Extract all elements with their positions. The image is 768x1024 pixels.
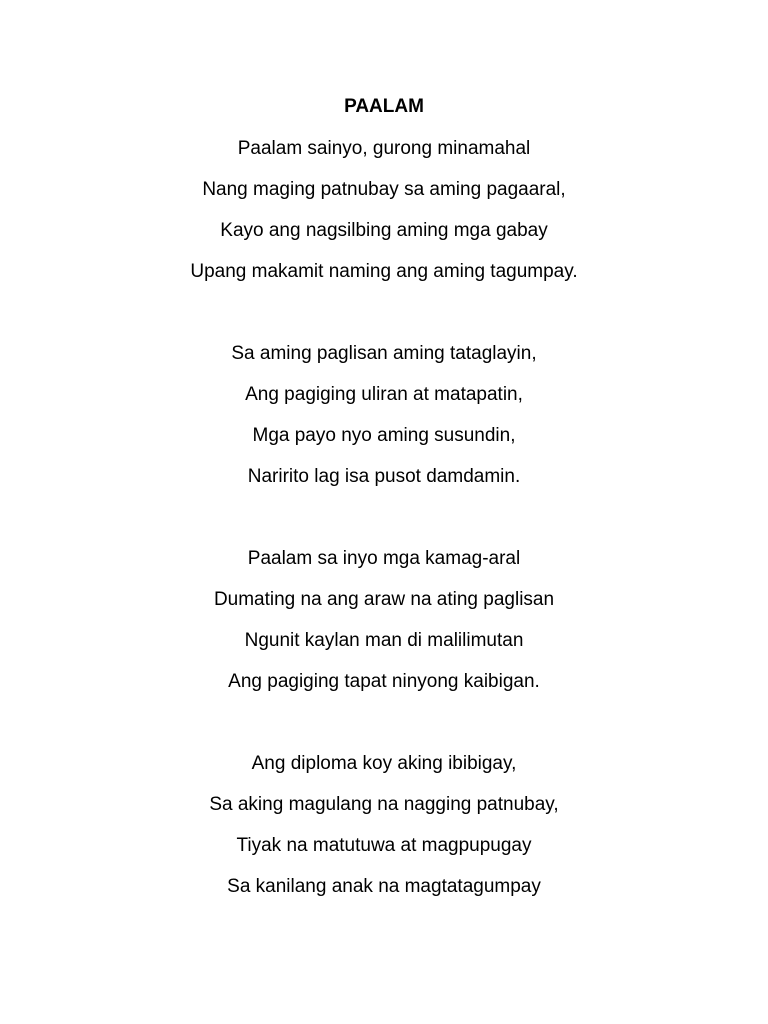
poem-line: Tiyak na matutuwa at magpupugay (236, 835, 532, 856)
poem-line: Naririto lag isa pusot damdamin. (247, 466, 521, 487)
poem-line: Paalam sa inyo mga kamag-aral (247, 548, 521, 569)
poem-line: Ang pagiging tapat ninyong kaibigan. (228, 671, 540, 692)
stanza-2 (0, 341, 768, 505)
poem-line: Ngunit kaylan man di malilimutan (244, 630, 524, 651)
stanza-4 (0, 751, 768, 915)
poem-line: Sa aming paglisan aming tataglayin, (231, 343, 537, 364)
poem-line: Mga payo nyo aming susundin, (252, 425, 516, 446)
poem-line: Ang pagiging uliran at matapatin, (245, 384, 523, 405)
poem-line: Dumating na ang araw na ating paglisan (213, 589, 555, 610)
poem-line: Ang diploma koy aking ibibigay, (251, 753, 517, 774)
poem-line: Nang maging patnubay sa aming pagaaral, (202, 179, 566, 200)
poem-line: Kayo ang nagsilbing aming mga gabay (220, 220, 548, 241)
poem-line: Sa kanilang anak na magtatagumpay (227, 876, 541, 897)
poem-title: PAALAM (344, 96, 424, 117)
poem-line: Sa aking magulang na nagging patnubay, (209, 794, 559, 815)
poem-line: Upang makamit naming ang aming tagumpay. (190, 261, 578, 282)
stanza-3 (0, 546, 768, 710)
poem-line: Paalam sainyo, gurong minamahal (237, 138, 531, 159)
stanza-1 (0, 136, 768, 300)
